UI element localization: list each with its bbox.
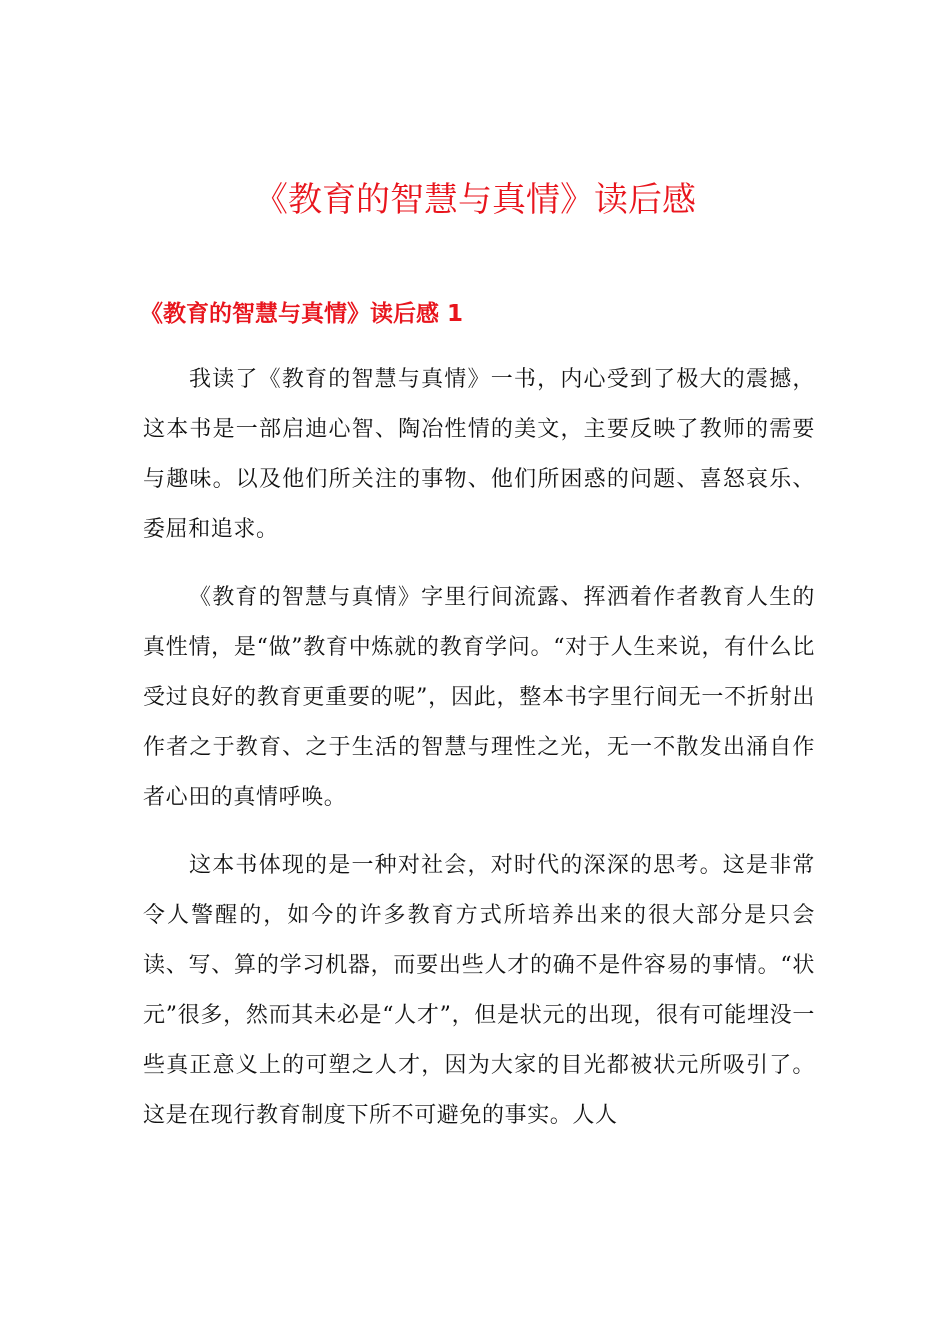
paragraph-1: 我读了《教育的智慧与真情》一书，内心受到了极大的震撼，这本书是一部启迪心智、陶冶性情的美文，主要反映了教师的需要与趣味。以及他们所关注的事物、他们所困惑的问题、喜怒哀乐、委屈和追求。 xyxy=(143,367,815,542)
document-title: 《教育的智慧与真情》读后感 xyxy=(254,180,696,220)
paragraph-3: 这本书体现的是一种对社会，对时代的深深的思考。这是非常令人警醒的，如今的许多教育方式所培养出来的很大部分是只会读、写、算的学习机器，而要出些人才的确不是件容易的事情。“状元”很多，然而其未必是“人才”，但是状元的出现，很有可能埋没一些真正意义上的可塑之人才，因为大家的目光都被状元所吸引了。这是在现行教育制度下所不可避免的事实。人人 xyxy=(143,853,815,1128)
document-body xyxy=(143,355,815,1159)
paragraph-2: 《教育的智慧与真情》字里行间流露、挥洒着作者教育人生的真性情，是“做”教育中炼就的教育学问。“对于人生来说，有什么比受过良好的教育更重要的呢”，因此，整本书字里行间无一不折射出作者之于教育、之于生活的智慧与理性之光，无一不散发出涌自作者心田的真情呼唤。 xyxy=(143,585,815,810)
section-heading: 《教育的智慧与真情》读后感 1 xyxy=(140,301,464,327)
